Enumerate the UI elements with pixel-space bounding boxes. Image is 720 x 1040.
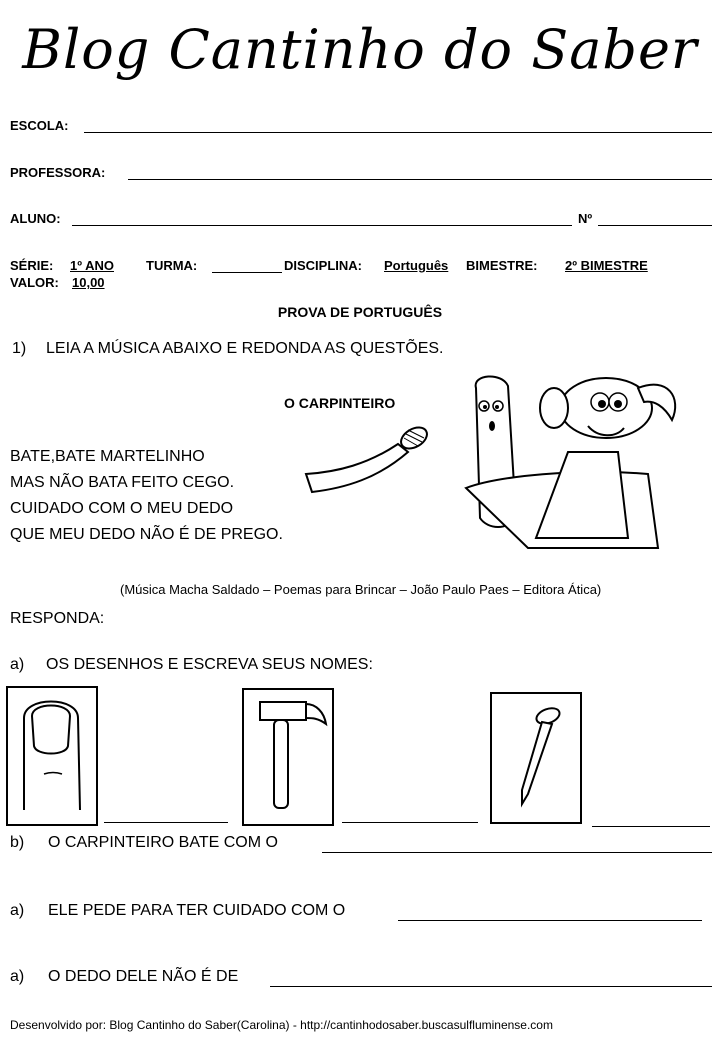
poem-line: MAS NÃO BATA FEITO CEGO. bbox=[10, 474, 235, 491]
escola-field[interactable] bbox=[84, 132, 712, 133]
disciplina-value: Português bbox=[384, 258, 449, 273]
bimestre-label: BIMESTRE: bbox=[466, 258, 538, 273]
finger-picture-box bbox=[6, 686, 98, 826]
item-a-text: OS DESENHOS E ESCREVA SEUS NOMES: bbox=[46, 656, 373, 673]
item-b-letter: b) bbox=[10, 834, 25, 851]
poem-credit: (Música Macha Saldado – Poemas para Brincar – João Paulo Paes – Editora Ática) bbox=[120, 582, 602, 597]
valor-value: 10,00 bbox=[72, 275, 105, 290]
item-c-text: ELE PEDE PARA TER CUIDADO COM O bbox=[48, 902, 346, 919]
item-d-letter: a) bbox=[10, 968, 25, 985]
question1-number: 1) bbox=[12, 340, 27, 357]
answer-blank-nail[interactable] bbox=[592, 826, 710, 827]
aluno-field[interactable] bbox=[72, 225, 572, 226]
item-d-text: O DEDO DELE NÃO É DE bbox=[48, 968, 239, 985]
answer-blank-b[interactable] bbox=[322, 852, 712, 853]
poem-line: BATE,BATE MARTELINHO bbox=[10, 448, 205, 465]
serie-label: SÉRIE: bbox=[10, 258, 54, 273]
question1-text: LEIA A MÚSICA ABAIXO E REDONDA AS QUESTÕES. bbox=[46, 340, 444, 357]
bimestre-value: 2º BIMESTRE bbox=[565, 258, 648, 273]
numero-field[interactable] bbox=[598, 225, 712, 226]
valor-label: VALOR: bbox=[10, 275, 59, 290]
disciplina-label: DISCIPLINA: bbox=[284, 258, 362, 273]
item-c-letter: a) bbox=[10, 902, 25, 919]
poem-title: O CARPINTEIRO bbox=[284, 395, 396, 411]
page-title: Blog Cantinho do Saber bbox=[22, 18, 698, 81]
serie-value: 1º ANO bbox=[70, 258, 114, 273]
answer-blank-finger[interactable] bbox=[104, 822, 228, 823]
professora-label: PROFESSORA: bbox=[10, 165, 106, 180]
nail-picture-box bbox=[490, 692, 582, 824]
poem-line: CUIDADO COM O MEU DEDO bbox=[10, 500, 234, 517]
hammer-picture-box bbox=[242, 688, 334, 826]
numero-label: Nº bbox=[578, 211, 593, 226]
bent-nail-illustration bbox=[298, 422, 448, 502]
respond-label: RESPONDA: bbox=[10, 610, 105, 627]
item-a-letter: a) bbox=[10, 656, 25, 673]
exam-title: PROVA DE PORTUGUÊS bbox=[277, 304, 443, 320]
nail-icon bbox=[492, 694, 580, 822]
escola-label: ESCOLA: bbox=[10, 118, 69, 133]
answer-blank-c[interactable] bbox=[398, 920, 702, 921]
answer-blank-d[interactable] bbox=[270, 986, 712, 987]
hammer-icon bbox=[244, 690, 332, 824]
item-b-text: O CARPINTEIRO BATE COM O bbox=[48, 834, 278, 851]
aluno-label: ALUNO: bbox=[10, 211, 61, 226]
footer-credit: Desenvolvido por: Blog Cantinho do Saber(Carolina) - http://cantinhodosaber.buscasulfluminense.com bbox=[10, 1018, 553, 1032]
finger-hammer-puppets-illustration bbox=[458, 368, 698, 558]
turma-field[interactable] bbox=[212, 272, 282, 273]
turma-label: TURMA: bbox=[146, 258, 198, 273]
professora-field[interactable] bbox=[128, 179, 712, 180]
finger-icon bbox=[8, 688, 96, 824]
answer-blank-hammer[interactable] bbox=[342, 822, 478, 823]
poem-line: QUE MEU DEDO NÃO É DE PREGO. bbox=[10, 526, 283, 543]
